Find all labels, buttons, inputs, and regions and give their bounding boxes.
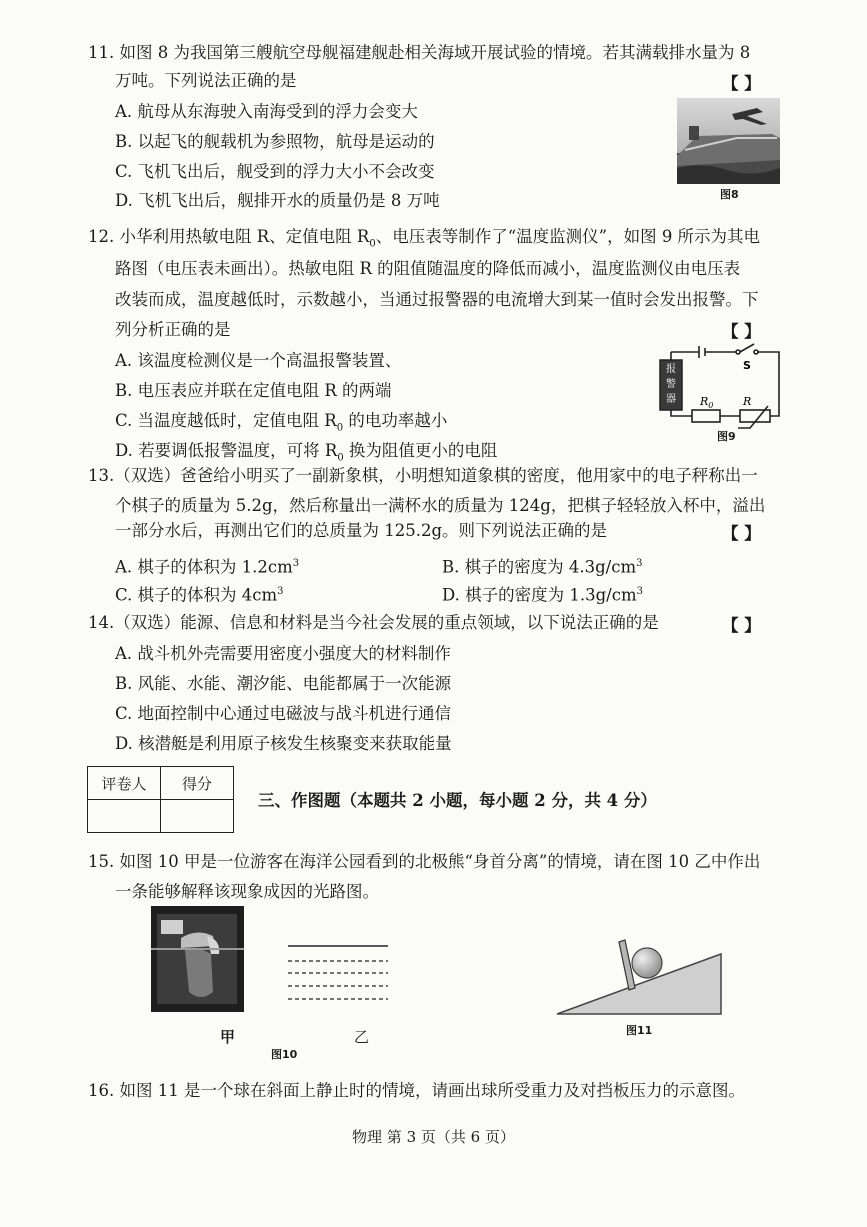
- figure-10-label-yi: 乙: [354, 1028, 370, 1046]
- q12-stem-line3: 改装而成，温度越低时，示数越小，当通过报警器的电流增大到某一值时会发出报警。下: [115, 290, 759, 309]
- q13-option-a: A. 棋子的体积为 $1.2cm^3$: [115, 557, 300, 577]
- polar-bear-photo: [151, 906, 244, 1012]
- q12-option-c: C. 当温度越低时，定值电阻 $R_0$ 的电功率越小: [115, 411, 448, 434]
- q12-option-a: A. 该温度检测仪是一个高温报警装置、: [115, 351, 402, 370]
- q14-option-d: D. 核潜艇是利用原子核发生核聚变来获取能量: [115, 734, 452, 753]
- figure-9-caption: 图9: [717, 430, 736, 443]
- q14-answer-bracket: 【 】: [722, 616, 761, 635]
- alarm-label-char2: 警: [666, 379, 676, 390]
- figure-10-label-jia: 甲: [220, 1028, 236, 1046]
- q11-stem-line2: 万吨。下列说法正确的是: [115, 71, 297, 90]
- page-footer: 物理 第 3 页（共 6 页）: [352, 1128, 515, 1146]
- q13-stem-line1: 13.（双选）爸爸给小明买了一副新象棋，小明想知道象棋的密度，他用家中的电子秤称出一: [88, 466, 758, 485]
- q11-option-d: D. 飞机飞出后，舰排开水的质量仍是 8 万吨: [115, 191, 440, 210]
- q11-answer-bracket: 【 】: [722, 74, 761, 93]
- q12-option-b: B. 电压表应并联在定值电阻 R 的两端: [115, 381, 392, 400]
- q13-stem-line2: 个棋子的质量为 5.2g，然后称量出一满杯水的质量为 124g，把棋子轻轻放入杯中，溢出: [115, 496, 766, 515]
- score-header: 得分: [161, 767, 234, 800]
- water-surface-diagram: [286, 943, 390, 1005]
- r-label: R: [743, 395, 752, 408]
- alarm-label-char3: 器: [666, 394, 676, 405]
- circuit-diagram: [654, 338, 786, 438]
- q11-option-c: C. 飞机飞出后，舰受到的浮力大小不会改变: [115, 162, 435, 181]
- section-3-title: 三、作图题（本题共 2 小题，每小题 2 分，共 4 分）: [258, 791, 657, 810]
- q15-stem-line2: 一条能够解释该现象成因的光路图。: [115, 882, 379, 901]
- grader-cell: [88, 800, 161, 833]
- q15-stem-line1: 15. 如图 10 甲是一位游客在海洋公园看到的北极熊“身首分离”的情境，请在图 10 乙中作出: [88, 852, 761, 871]
- q11-option-b: B. 以起飞的舰载机为参照物，航母是运动的: [115, 132, 435, 151]
- ball-on-incline-diagram: [555, 936, 725, 1020]
- q14-stem: 14.（双选）能源、信息和材料是当今社会发展的重点领域，以下说法正确的是: [88, 613, 659, 632]
- r0-label: $R_0$: [700, 395, 714, 410]
- q16-stem: 16. 如图 11 是一个球在斜面上静止时的情境，请画出球所受重力及对挡板压力的示意图。: [88, 1081, 745, 1100]
- switch-label: S: [743, 359, 751, 372]
- q12-option-d: D. 若要调低报警温度，可将 $R_0$ 换为阻值更小的电阻: [115, 441, 498, 464]
- q12-answer-bracket: 【 】: [722, 322, 761, 341]
- aircraft-carrier-photo: [677, 98, 780, 184]
- figure-10-caption: 图10: [271, 1048, 298, 1061]
- q12-stem-line2: 路图（电压表未画出）。热敏电阻 R 的阻值随温度的降低而减小，温度监测仪由电压表: [115, 259, 741, 278]
- alarm-label-char1: 报: [666, 364, 676, 375]
- q12-stem-line1: 12. 小华利用热敏电阻 R、定值电阻 $R_0$、电压表等制作了“温度监测仪”，如图 9 所示为其电: [88, 227, 761, 250]
- q13-option-d: D. 棋子的密度为 $1.3g/cm^3$: [442, 585, 643, 605]
- figure-11-caption: 图11: [626, 1024, 653, 1037]
- q13-option-b: B. 棋子的密度为 $4.3g/cm^3$: [442, 557, 643, 577]
- score-cell: [161, 800, 234, 833]
- figure-8-caption: 图8: [720, 188, 739, 201]
- score-table: [87, 766, 234, 833]
- q13-answer-bracket: 【 】: [722, 524, 761, 543]
- grader-header: 评卷人: [88, 767, 161, 800]
- q14-option-a: A. 战斗机外壳需要用密度小强度大的材料制作: [115, 644, 451, 663]
- q11-stem-line1: 11. 如图 8 为我国第三艘航空母舰福建舰赴相关海域开展试验的情境。若其满载排水量为 8: [88, 43, 751, 62]
- q14-option-b: B. 风能、水能、潮汐能、电能都属于一次能源: [115, 674, 452, 693]
- q12-stem-line4: 列分析正确的是: [115, 320, 231, 339]
- q14-option-c: C. 地面控制中心通过电磁波与战斗机进行通信: [115, 704, 452, 723]
- q13-stem-line3: 一部分水后，再测出它们的总质量为 125.2g。则下列说法正确的是: [115, 521, 608, 540]
- q13-option-c: C. 棋子的体积为 $4cm^3$: [115, 585, 284, 605]
- q11-option-a: A. 航母从东海驶入南海受到的浮力会变大: [115, 102, 418, 121]
